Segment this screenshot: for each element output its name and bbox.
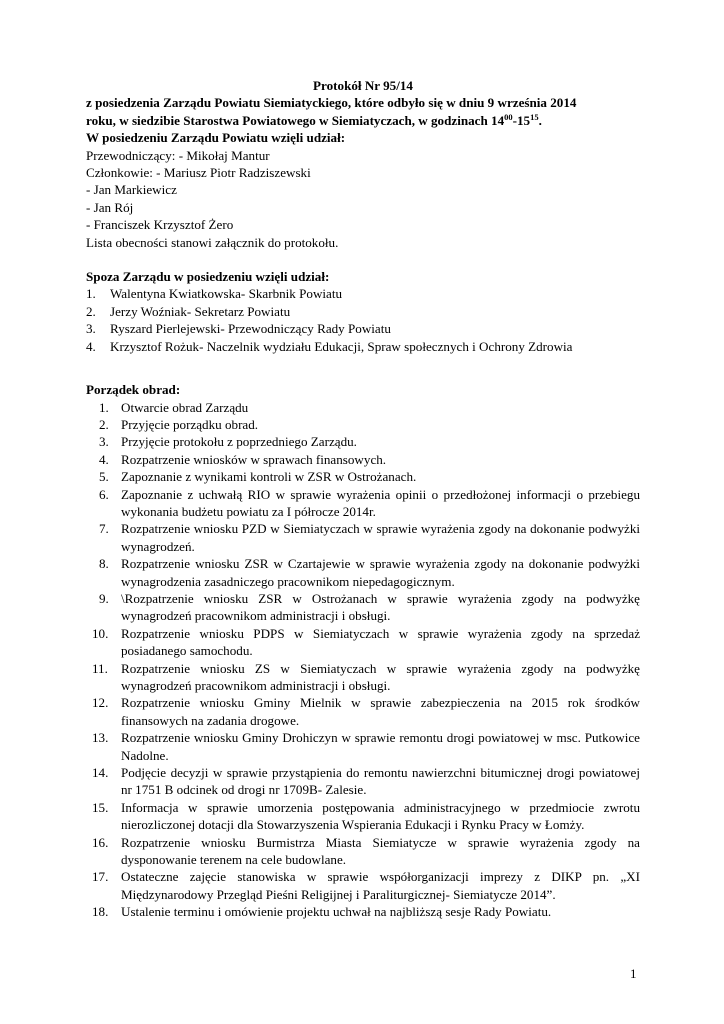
agenda-item	[86, 729, 640, 764]
protocol-subtitle-line-1: z posiedzenia Zarządu Powiatu Siemiatyckiego, które odbyło się w dniu 9 września 2014	[86, 95, 577, 111]
board-line: - Jan Rój	[86, 199, 134, 215]
agenda-item	[86, 399, 640, 416]
protocol-title: Protokół Nr 95/14	[313, 78, 413, 93]
agenda-item	[86, 799, 640, 834]
agenda-heading: Porządek obrad:	[86, 382, 181, 398]
subtitle-end: .	[538, 112, 542, 128]
agenda-text: Ostateczne zajęcie stanowiska w sprawie współorganizacji imprezy z DIKP pn. „XI Międzynarodowy Przegląd Pieśni Religijnej i Paraliturgicznej- Siemiatycze 2014”.	[121, 869, 640, 902]
outside-participants-list	[86, 285, 640, 355]
agenda-text: Zapoznanie z wynikami kontroli w ZSR w Ostrożanach.	[121, 469, 417, 485]
agenda-text: Informacja w sprawie umorzenia postępowania administracyjnego w przedmiocie zwrotu nierozliczonej dotacji dla Stowarzyszenia Wspierania Edukacji i Rynku Pracy w Łomży.	[121, 799, 640, 833]
agenda-text: Rozpatrzenie wniosku PDPS w Siemiatyczach w sprawie wyrażenia zgody na sprzedaż posiadanego samochodu.	[121, 625, 640, 659]
list-number: 1.	[86, 286, 96, 302]
board-line: Lista obecności stanowi załącznik do protokołu.	[86, 234, 339, 250]
list-number: 2.	[86, 303, 96, 319]
agenda-item	[86, 520, 640, 555]
time-dash: -15	[512, 112, 531, 128]
agenda-number: 14.	[92, 765, 109, 781]
list-text: Ryszard Pierlejewski- Przewodniczący Rady Powiatu	[110, 321, 391, 337]
agenda-text: Rozpatrzenie wniosków w sprawach finansowych.	[121, 451, 387, 467]
agenda-number: 10.	[92, 625, 109, 641]
agenda-number: 18.	[92, 904, 109, 920]
agenda-item	[86, 694, 640, 729]
board-heading: W posiedzeniu Zarządu Powiatu wzięli udział:	[86, 130, 346, 146]
list-text: Jerzy Woźniak- Sekretarz Powiatu	[110, 303, 291, 319]
list-number: 3.	[86, 321, 96, 337]
agenda-number: 15.	[92, 799, 109, 815]
agenda-text: \Rozpatrzenie wniosku ZSR w Ostrożanach w sprawie wyrażenia zgody na podwyżkę wynagrodzeń pracownikom administracji i obsługi.	[121, 590, 640, 624]
agenda-text: Zapoznanie z uchwałą RIO w sprawie wyrażenia opinii o przedłożonej informacji o przebiegu wykonania budżetu powiatu za I półrocze 2014r.	[121, 486, 640, 519]
agenda-text: Rozpatrzenie wniosku ZS w Siemiatyczach w sprawie wyrażenia zgody na podwyżkę wynagrodzeń pracownikom administracji i obsługi.	[121, 660, 640, 693]
agenda-item	[86, 433, 640, 450]
agenda-number: 12.	[92, 695, 109, 711]
agenda-number: 7.	[99, 521, 109, 537]
agenda-item	[86, 834, 640, 869]
spacer	[86, 251, 640, 268]
agenda-item	[86, 468, 640, 485]
agenda-number: 1.	[99, 399, 109, 415]
protocol-subtitle-line-2	[86, 112, 640, 129]
agenda-item	[86, 625, 640, 660]
agenda-number: 5.	[99, 469, 109, 485]
agenda-number: 3.	[99, 434, 109, 450]
agenda-list	[86, 399, 640, 921]
board-line: - Franciszek Krzysztof Żero	[86, 217, 234, 233]
agenda-text: Rozpatrzenie wniosku Gminy Mielnik w sprawie zabezpieczenia na 2015 rok środków finansowych na zadania drogowe.	[121, 695, 640, 728]
agenda-text: Przyjęcie porządku obrad.	[121, 416, 259, 432]
agenda-number: 9.	[99, 590, 109, 606]
agenda-number: 11.	[92, 660, 108, 676]
agenda-item	[86, 903, 640, 920]
agenda-item	[86, 416, 640, 433]
agenda-text: Podjęcie decyzji w sprawie przystąpienia do remontu nawierzchni bitumicznej drogi powiatowej nr 1751 B odcinek od drogi nr 1709B- Zalesie.	[121, 765, 640, 798]
board-members	[86, 147, 640, 251]
agenda-text: Rozpatrzenie wniosku ZSR w Czartajewie w sprawie wyrażenia zgody na dokonanie podwyżki wynagrodzenia zasadniczego pracownikom niepedagogicznym.	[121, 556, 640, 589]
list-text: Krzysztof Rożuk- Naczelnik wydziału Edukacji, Spraw społecznych i Ochrony Zdrowia	[110, 338, 573, 354]
page-number: 1	[630, 966, 637, 981]
agenda-number: 6.	[99, 486, 109, 502]
list-item	[86, 320, 640, 337]
subtitle-text: roku, w siedzibie Starostwa Powiatowego w Siemiatyczach, w godzinach 14	[86, 112, 505, 128]
agenda-text: Rozpatrzenie wniosku Gminy Drohiczyn w sprawie remontu drogi powiatowej w msc. Putkowice Nadolne.	[121, 730, 640, 763]
agenda-item	[86, 555, 640, 590]
board-line: - Jan Markiewicz	[86, 182, 177, 198]
agenda-item	[86, 764, 640, 799]
time-end-superscript: 15	[530, 111, 539, 122]
spacer	[86, 355, 640, 381]
agenda-number: 13.	[92, 730, 109, 746]
agenda-number: 17.	[92, 869, 109, 885]
agenda-number: 4.	[99, 451, 109, 467]
agenda-text: Rozpatrzenie wniosku Burmistrza Miasta Siemiatycze w sprawie wyrażenia zgody na dysponowanie terenem na cele budowlane.	[121, 834, 640, 868]
list-text: Walentyna Kwiatkowska- Skarbnik Powiatu	[110, 286, 343, 302]
list-item	[86, 338, 640, 355]
time-start-superscript: 00	[504, 111, 513, 122]
board-line: Członkowie: - Mariusz Piotr Radziszewski	[86, 165, 311, 181]
list-item	[86, 303, 640, 320]
agenda-item	[86, 660, 640, 695]
agenda-item	[86, 590, 640, 625]
board-line: Przewodniczący: - Mikołaj Mantur	[86, 147, 270, 163]
agenda-text: Ustalenie terminu i omówienie projektu uchwał na najbliższą sesje Rady Powiatu.	[121, 904, 552, 920]
agenda-number: 8.	[99, 556, 109, 572]
agenda-text: Przyjęcie protokołu z poprzedniego Zarządu.	[121, 434, 357, 450]
agenda-text: Otwarcie obrad Zarządu	[121, 399, 249, 415]
list-item	[86, 285, 640, 302]
agenda-item	[86, 868, 640, 903]
outside-heading: Spoza Zarządu w posiedzeniu wzięli udział:	[86, 269, 330, 285]
agenda-item	[86, 486, 640, 521]
agenda-number: 2.	[99, 416, 109, 432]
document-body	[86, 77, 640, 921]
agenda-text: Rozpatrzenie wniosku PZD w Siemiatyczach w sprawie wyrażenia zgody na dokonanie podwyżki wynagrodzeń.	[121, 521, 640, 554]
list-number: 4.	[86, 338, 96, 354]
agenda-number: 16.	[92, 834, 109, 850]
agenda-item	[86, 451, 640, 468]
